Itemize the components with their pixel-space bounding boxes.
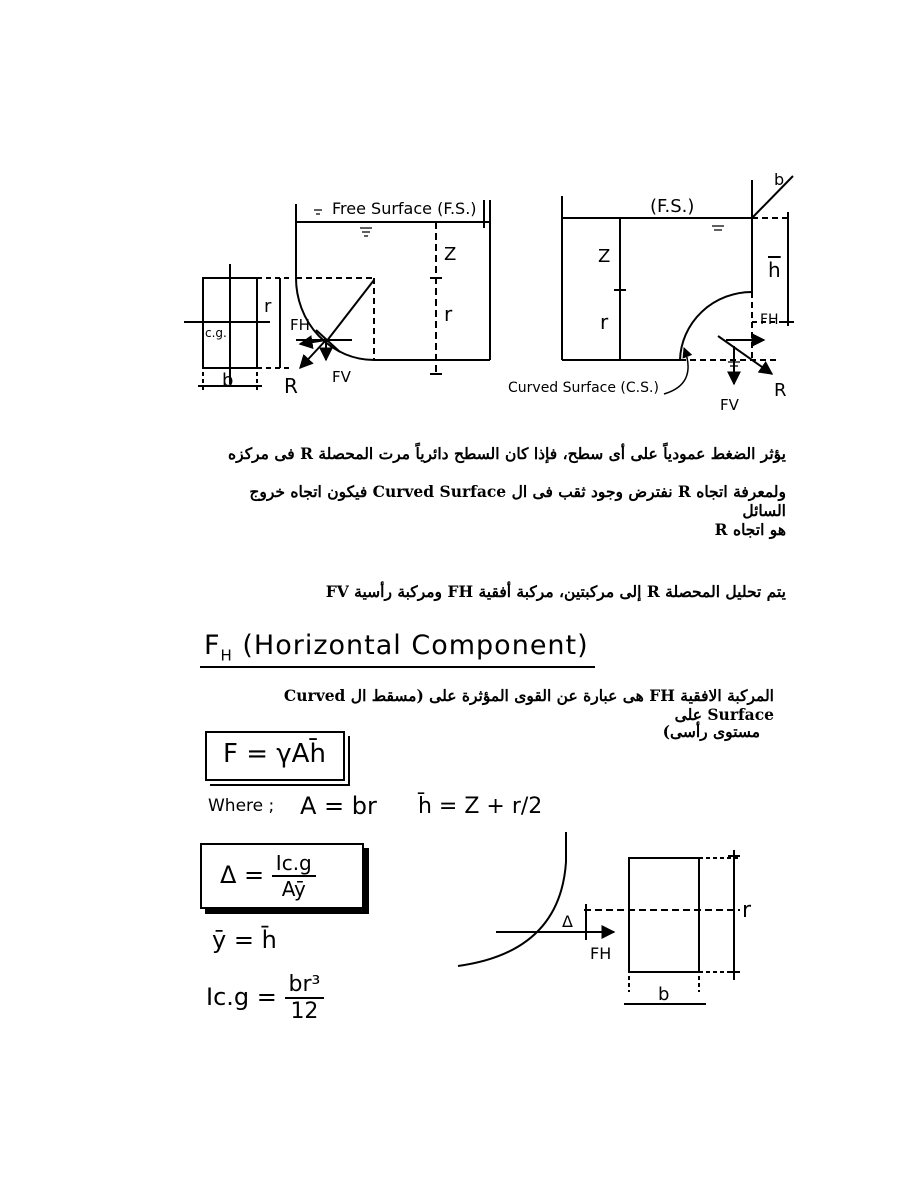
ybar-equation: ȳ = h̄ — [212, 926, 277, 954]
r-resultant-right: R — [774, 380, 787, 401]
force-equation-box — [205, 731, 345, 781]
left-figure — [184, 200, 490, 390]
r-label-rect: r — [264, 296, 272, 317]
curved-surface-label: Curved Surface (C.S.) — [508, 380, 659, 396]
paragraph1-line2: ولمعرفة اتجاه R نفترض وجود ثقب فى ال Curved Surface فيكون اتجاه خروج السائل — [249, 482, 786, 520]
paragraph3-line1: المركبة الافقية FH هى عبارة عن القوى المؤثرة على (مسقط ال Curved Surface على — [283, 686, 774, 724]
delta-equation: Δ = $\frac{Ic.g}{Aȳ}$ — [220, 851, 316, 901]
hbar-label-right: $\overline{h}$ — [768, 258, 781, 282]
hbar-equation: h̄ = Z + r/2 — [418, 794, 543, 819]
b-label-bottom: b — [658, 984, 670, 1005]
curved-surface-bottom — [458, 832, 566, 966]
fv-label-left: FV — [332, 368, 351, 386]
r-label-right: r — [600, 310, 609, 334]
fh-label-bottom: FH — [590, 944, 612, 963]
delta-label-figure: Δ — [562, 912, 573, 931]
projection-rect-bottom — [629, 858, 699, 972]
paragraph1-line1: يؤثر الضغط عمودياً على أى سطح، فإذا كان السطح دائرياً مرت المحصلة R فى مركزه — [228, 444, 786, 463]
z-label-right: Z — [598, 246, 611, 267]
z-label-left: Z — [444, 244, 457, 265]
bottom-figure — [458, 832, 740, 1004]
free-surface-label: Free Surface (F.S.) — [332, 199, 477, 218]
fv-label-right: FV — [720, 396, 739, 414]
r-resultant-left: R — [284, 374, 298, 398]
fs-label-right: (F.S.) — [650, 196, 695, 217]
r-label-bottom: r — [742, 898, 752, 923]
b-label-right: b — [774, 170, 785, 189]
r-label-left: r — [444, 302, 453, 326]
fh-label-right: FH — [760, 312, 779, 328]
delta-equation-box — [200, 843, 364, 909]
cg-label: c.g. — [205, 326, 227, 340]
paragraph3-line2: مستوى رأسى) — [662, 722, 760, 741]
paragraph2: يتم تحليل المحصلة R إلى مركبتين، مركبة أفقية FH ومركبة رأسية FV — [325, 582, 786, 601]
b-label-left: b — [222, 370, 234, 391]
paragraph1-line3: هو اتجاه R — [714, 520, 786, 539]
where-label: Where ; — [208, 796, 275, 816]
icg-equation: Ic.g = $\frac{\text{br³}}{12}$ — [206, 972, 324, 1024]
curved-surface-right — [680, 292, 752, 360]
force-equation: F = γAh̄ — [223, 739, 326, 769]
fh-label-left: FH — [290, 316, 310, 334]
section-heading: $F_H$ (Horizontal Component) — [200, 630, 595, 668]
area-equation: A = br — [300, 792, 377, 820]
